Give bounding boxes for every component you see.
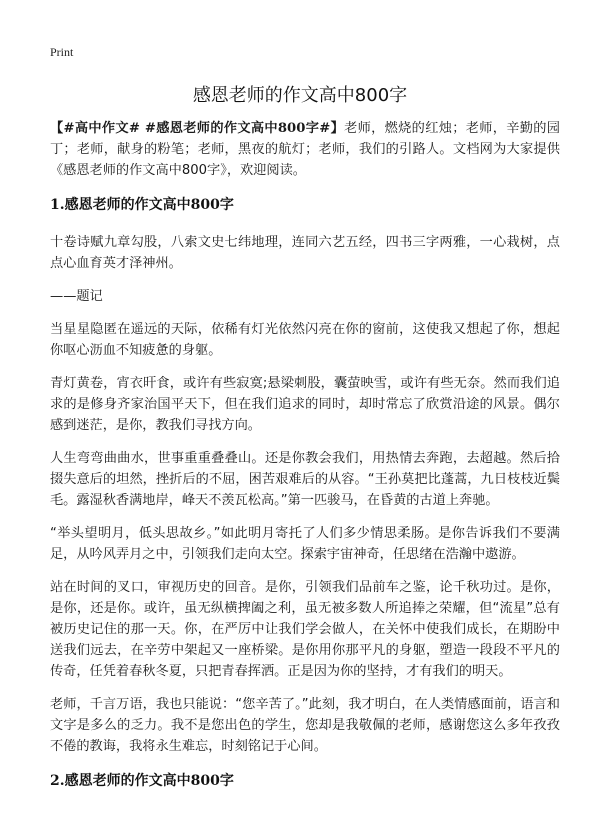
page-title: 感恩老师的作文高中800字 bbox=[192, 85, 408, 106]
paragraph-5: “举头望明月，低头思故乡。”如此明月寄托了人们多少情思柔肠。是你告诉我们不要满足，从吟风弄月之中，引领我们走向太空。探索宇宙神奇，任思绪在浩瀚中遨游。 bbox=[50, 526, 560, 562]
paragraph-2: 当星星隐匿在遥远的天际，依稀有灯光依然闪亮在你的窗前，这使我又想起了你，想起你呕心沥血不知疲惫的身躯。 bbox=[50, 322, 560, 358]
paragraph-7: 老师，千言万语，我也只能说：“您辛苦了。”此刻，我才明白，在人类情感面前，语言和文字是多么的乏力。我不是您出色的学生，您却是我敬佩的老师，感谢您这么多年孜孜不倦的教诲，我将永生难忘，时刻铭记于心间。 bbox=[50, 697, 560, 754]
paragraph-4: 人生弯弯曲曲水，世事重重叠叠山。还是你教会我们，用热情去奔跑，去超越。然后拾掇失意后的坦然，挫折后的不屈，困苦艰难后的从容。“王孙莫把比蓬蒿，九日枝枝近鬓毛。露湿秋香满地岸，峰天不羡瓦松高。”第一匹骏马，在昏黄的古道上奔驰。 bbox=[50, 451, 560, 508]
section-heading-1: 1.感恩老师的作文高中800字 bbox=[50, 197, 234, 213]
paragraph-3: 青灯黄卷，宵衣旰食，或许有些寂寞;悬梁刺股，囊萤映雪，或许有些无奈。然而我们追求的是修身齐家治国平天下，但在我们追求的同时，却时常忘了欣赏沿途的风景。偶尔感到迷茫，是你，教我们寻找方向。 bbox=[50, 376, 560, 433]
intro-text: 老师，燃烧的红烛；老师，辛勤的园丁；老师，献身的粉笔；老师，黑夜的航灯；老师，我们的引路人。文档网为大家提供《感恩老师的作文高中800字》，欢迎阅读。 bbox=[50, 121, 560, 178]
intro-paragraph bbox=[50, 118, 560, 181]
section-heading-2: 2.感恩老师的作文高中800字 bbox=[50, 773, 234, 789]
document-body bbox=[50, 118, 560, 808]
paragraph-1: 十卷诗赋九章勾股，八索文史七纬地理，连同六艺五经，四书三字两雅，一心栽树，点点心血育英才泽神州。 bbox=[50, 235, 560, 271]
intro-tag: 【#高中作文# #感恩老师的作文高中800字#】 bbox=[50, 121, 345, 136]
epigraph-credit: ——题记 bbox=[50, 289, 103, 304]
print-label: Print bbox=[50, 45, 74, 59]
paragraph-6: 站在时间的叉口，审视历史的回音。是你，引领我们品前车之鉴，论千秋功过。是你，是你，还是你。或许，虽无纵横捭阖之利，虽无被多数人所追捧之荣耀，但“流星”总有被历史记住的那一天。你，在严厉中让我们学会做人，在关怀中使我们成长，在期盼中送我们远去，在辛劳中架起又一座桥梁。是你用你那平凡的身躯，塑造一段段不平凡的传奇，任凭着春秋冬夏，只把青春挥洒。正是因为你的坚持，才有我们的明天。 bbox=[50, 580, 560, 679]
